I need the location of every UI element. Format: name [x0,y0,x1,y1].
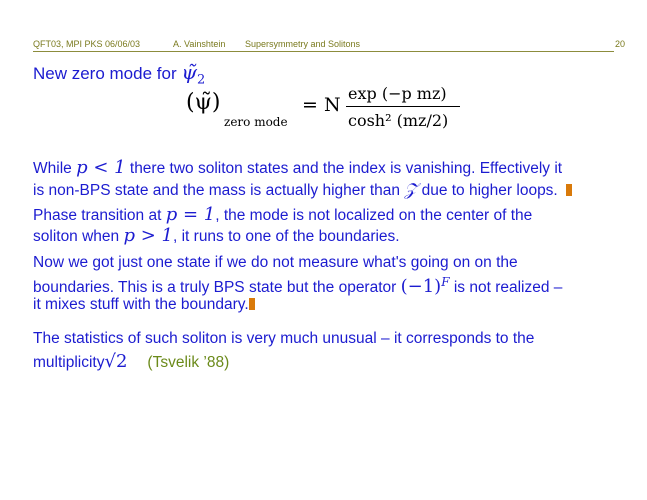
slide-heading [33,60,205,87]
p3-l2-text-b: is not realized – [449,279,563,297]
end-marker [566,184,572,196]
paragraph-4-line-1: The statistics of such soliton is very much unusual – it corresponds to the [33,330,535,347]
header-title: Supersymmetry and Solitons [245,39,361,49]
header-conference: QFT03, MPI PKS 06/06/03 [33,39,141,49]
p2-l1-text-b: , the mode is not localized on the center of the [215,207,533,224]
heading-symbol: ψ̃ [181,60,198,84]
paragraph-3-line-2 [33,275,562,297]
equation-equals: = N [302,94,341,116]
p2-l2-text-a: soliton when [33,228,124,245]
p2-l1-text-a: Phase transition at [33,207,166,224]
equation-numerator: exp (−p mz) [348,84,447,103]
header-divider [33,51,614,52]
p1-l1-text-a: While [33,160,77,177]
paragraph-2-line-2 [33,225,400,246]
paragraph-2-line-1 [33,204,532,225]
p4-l2-math: √2 [104,351,128,372]
p1-l2-text-a: is non-BPS state and the mass is actually higher than [33,182,405,199]
heading-text: New zero mode for [33,64,182,83]
p2-l2-math: p > 1 [123,225,173,246]
header-author: A. Vainshtein [173,39,226,49]
p1-l2-math: 𝒵 [404,180,418,200]
p2-l1-math: p = 1 [165,204,216,225]
paragraph-3-line-3 [33,296,255,314]
equation-lhs-subscript: zero mode [224,115,288,129]
end-marker [249,298,255,310]
p3-l2-text-a: boundaries. This is a truly BPS state but the operator [33,279,401,297]
paragraph-1-line-1 [33,157,562,178]
paragraph-4-line-2 [33,351,229,372]
p1-l2-text-b: due to higher loops. [417,182,558,199]
p3-l3-text: it mixes stuff with the boundary. [33,296,249,313]
equation-lhs: (ψ̃) [186,90,221,115]
fraction-bar [346,106,460,107]
heading-symbol-sub: 2 [197,72,206,88]
page-number: 20 [614,39,625,49]
p1-l1-text-b: there two soliton states and the index is vanishing. Effectively it [125,160,563,177]
p3-l2-math: (−1) [400,276,442,298]
paragraph-3-line-1: Now we got just one state if we do not measure what's going on on the [33,254,518,271]
p3-l2-sup: F [441,275,450,289]
p1-l1-math: p < 1 [76,157,126,178]
citation: (Tsvelik ’88) [147,354,230,371]
p2-l2-text-b: , it runs to one of the boundaries. [172,228,400,245]
paragraph-1-line-2 [33,180,572,200]
equation-denominator: cosh² (mz/2) [348,111,449,130]
p4-l2-text: multiplicity [33,354,105,371]
